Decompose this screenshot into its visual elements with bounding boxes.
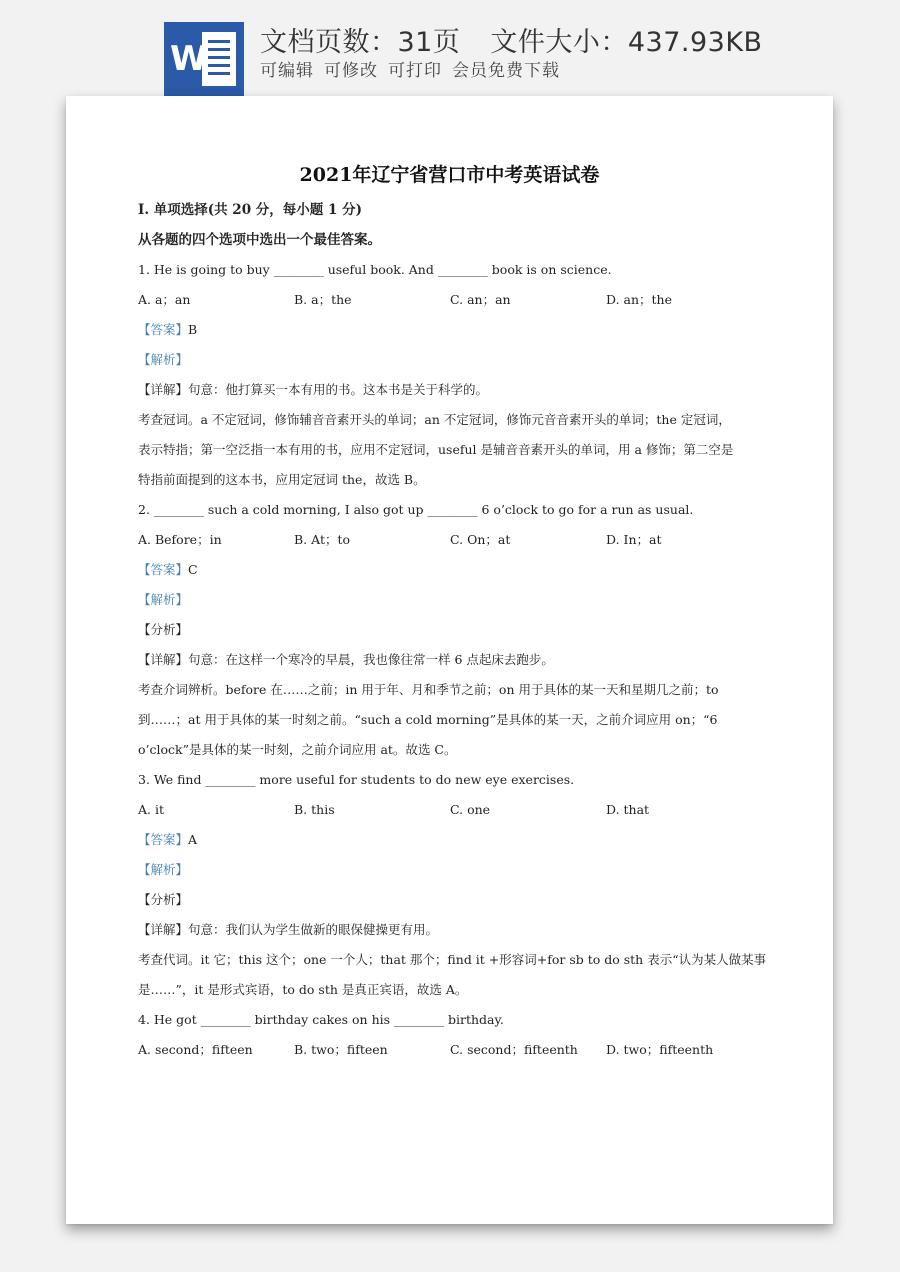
option-b: B. a；the	[294, 292, 352, 307]
question-1-explanation-line: 表示特指；第一空泛指一本有用的书，应用不定冠词，useful 是辅音音素开头的单词，用 a 修饰；第二空是	[138, 442, 734, 457]
question-3-detail: 【详解】句意：我们认为学生做新的眼保健操更有用。	[138, 922, 439, 937]
question-3-stem: 3. We find ________ more useful for students to do new eye exercises.	[138, 772, 575, 787]
option-c: C. On；at	[450, 532, 511, 547]
question-3-analysis-tag: 【解析】	[138, 862, 189, 877]
question-1-stem: 1. He is going to buy ________ useful book. And ________ book is on science.	[138, 262, 612, 277]
option-d: D. an；the	[606, 292, 672, 307]
page-count: 文档页数：31页	[260, 27, 461, 58]
word-letter: W	[170, 39, 208, 79]
answer-value: C	[188, 562, 198, 577]
banner-features	[260, 56, 570, 81]
option-a: A. Before；in	[138, 532, 222, 547]
question-4-stem: 4. He got ________ birthday cakes on his ________ birthday.	[138, 1012, 504, 1027]
page-title: 2021年辽宁省营口市中考英语试卷	[299, 164, 600, 186]
answer-tag: 【答案】	[138, 832, 189, 847]
option-b: B. this	[294, 802, 335, 817]
document-page	[66, 96, 833, 1224]
question-1-explanation-line: 特指前面提到的这本书，应用定冠词 the，故选 B。	[138, 472, 426, 487]
document-banner	[0, 0, 900, 96]
option-b: B. two；fifteen	[294, 1042, 388, 1057]
option-c: C. second；fifteenth	[450, 1042, 578, 1057]
question-2-explanation-line: o’clock”是具体的某一时刻，之前介词应用 at。故选 C。	[138, 742, 457, 757]
question-1-explanation-line: 考查冠词。a 不定冠词，修饰辅音音素开头的单词；an 不定冠词，修饰元音音素开头的单词；the 定冠词，	[138, 412, 731, 427]
question-1-analysis-tag: 【解析】	[138, 352, 189, 367]
section-heading: Ⅰ. 单项选择(共 20 分，每小题 1 分)	[138, 202, 362, 218]
option-c: C. one	[450, 802, 491, 817]
option-d: D. that	[606, 802, 650, 817]
question-2-explanation-line: 考查介词辨析。before 在……之前；in 用于年、月和季节之前；on 用于具体的某一天和星期几之前；to	[138, 682, 719, 697]
feature-editable: 可编辑	[260, 61, 314, 81]
answer-tag: 【答案】	[138, 562, 189, 577]
feature-modifiable: 可修改	[324, 61, 378, 81]
question-2-detail: 【详解】句意：在这样一个寒冷的早晨，我也像往常一样 6 点起床去跑步。	[138, 652, 554, 667]
question-2-explanation-line: 到……；at 用于具体的某一时刻之前。“such a cold morning”是具体的某一天，之前介词应用 on；“6	[138, 712, 718, 727]
option-b: B. At；to	[294, 532, 351, 547]
question-2-fenxi: 【分析】	[138, 622, 189, 637]
file-size: 文件大小：437.93KB	[490, 27, 763, 58]
option-a: A. it	[138, 802, 164, 817]
option-a: A. a；an	[138, 292, 191, 307]
answer-value: B	[188, 322, 198, 337]
option-c: C. an；an	[450, 292, 511, 307]
option-d: D. In；at	[606, 532, 662, 547]
question-2-answer	[138, 561, 778, 579]
feature-printable: 可打印	[388, 61, 442, 81]
question-1-detail: 【详解】句意：他打算买一本有用的书。这本书是关于科学的。	[138, 382, 489, 397]
question-3-explanation-line: 是……”，it 是形式宾语，to do sth 是真正宾语，故选 A。	[138, 982, 468, 997]
question-2-stem: 2. ________ such a cold morning, I also got up ________ 6 o’clock to go for a run as usual.	[138, 502, 694, 517]
question-1-answer	[138, 321, 778, 339]
option-a: A. second；fifteen	[138, 1042, 253, 1057]
answer-tag: 【答案】	[138, 322, 189, 337]
question-3-fenxi: 【分析】	[138, 892, 189, 907]
answer-value: A	[188, 832, 198, 847]
option-d: D. two；fifteenth	[606, 1042, 714, 1057]
question-3-explanation-line: 考查代词。it 它；this 这个；one 一个人；that 那个；find it +形容词+for sb to do sth 表示“认为某人做某事	[138, 952, 767, 967]
word-icon	[164, 22, 244, 96]
question-3-answer	[138, 831, 778, 849]
section-instruction: 从各题的四个选项中选出一个最佳答案。	[138, 232, 381, 248]
banner-title	[260, 20, 763, 59]
question-2-analysis-tag: 【解析】	[138, 592, 189, 607]
feature-member-download: 会员免费下载	[452, 61, 560, 81]
